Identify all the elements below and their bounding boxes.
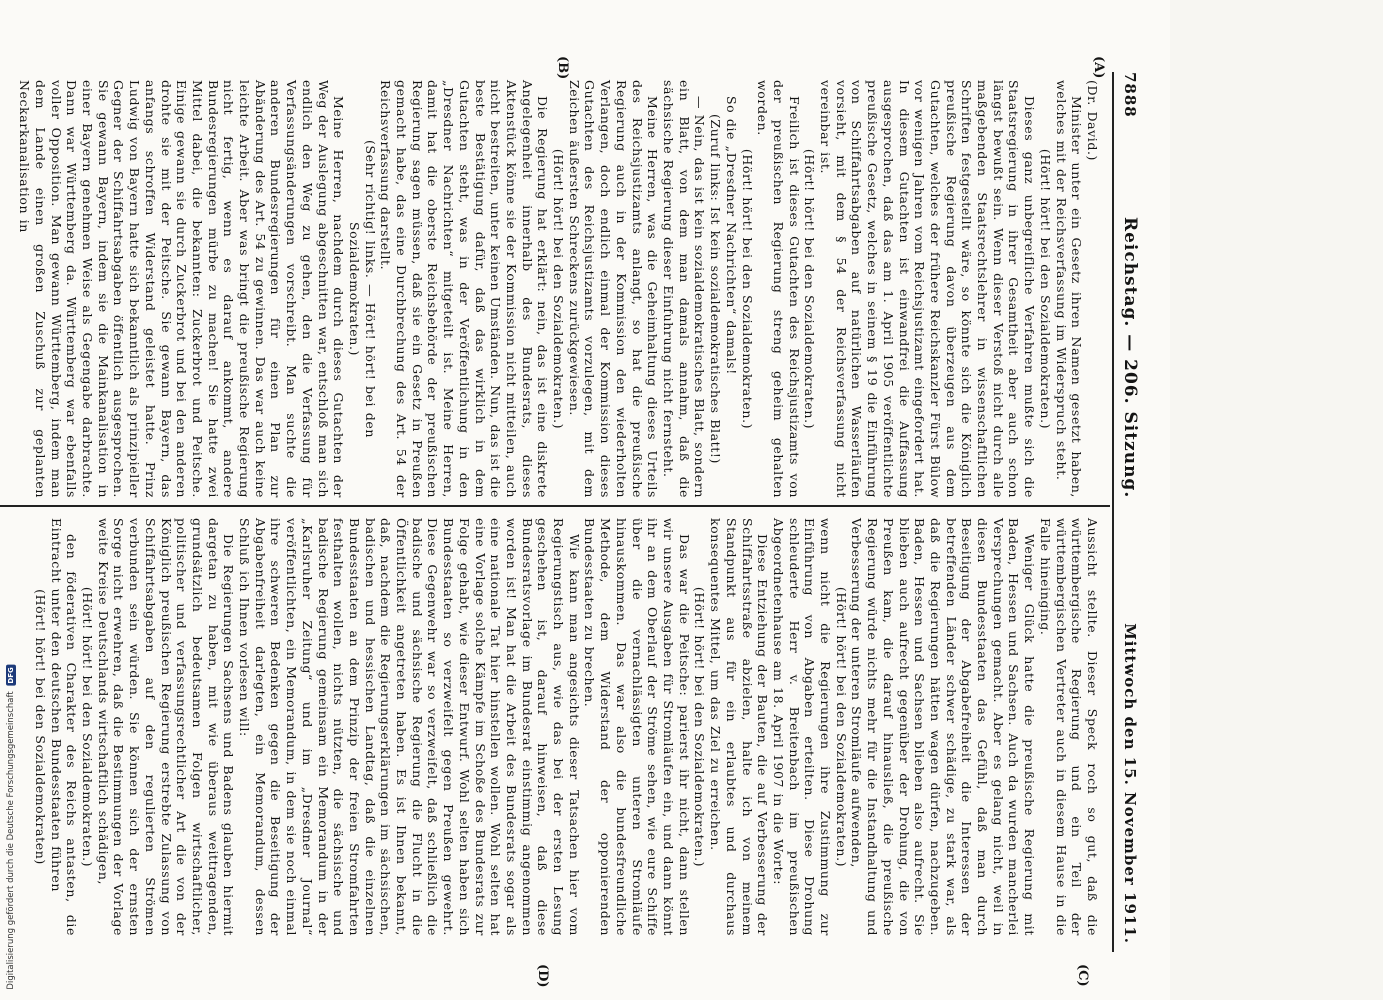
- left-paragraph: Meine Herren, was die Geheimhaltung dieses Urteils des Reichsjustizamts anlangt, so hat die preußische Regierung auch in der Kommission den wiederholten Verlangen, doch endlich einmal der Kommission dieses Gutachten des Reichsjustizamts vorzulegen, mit dem Zeichen äußersten Schreckens zurückgewiesen.: [566, 80, 661, 498]
- left-paragraph: — Nein, das ist kein sozialdemokratisches Blatt, sondern ein Blatt, von dem man damals annahm, daß die sächsische Regierung dieser Einfuhrung nicht fernsteht.: [661, 80, 708, 498]
- interjection: (Hört! hört! bei den Sozialdemokraten.): [833, 586, 849, 868]
- right-paragraph: Das war die Peitsche: parierst ihr nicht, dann stellen wir unsere Ausgaben für Stromläufen ein, und dann könnt ihr an dem Oberlauf der Ströme sehen, wie eure Schiffe über die vernachlässigten unteren Stromläufe hinauskommen. Das war also die bundesfreundliche Methode, dem Widerstand der opponierenden Bundesstaaten zu brechen.: [582, 518, 692, 936]
- quotation: den föderativen Charakter des Reichs antasten, die Eintracht unter den deutschen Bundesstaaten führen: [48, 518, 80, 936]
- header-date: Mittwoch den 15. November 1911.: [1121, 623, 1139, 944]
- left-paragraph: Dieses ganz unbegreifliche Verfahren mußte sich die Staatsregierung in ihrer Gesamtheit aber auch schon längst bewußt sein. Wenn dieser Verstoß nicht durch alle maßgebenden Staatsrechtslehrer in wissenschaftlichen Schriften festgestellt wäre, so könnte sich die Königlich preußische Regierung davon überzeugen aus dem Gutachten, welches der frühere Reichskanzler Fürst Bülow vor wenigen Jahren vom Reichsjustizamt eingefordert hat. In diesem Gutachten ist einwandfrei die Auffassung ausgesprochen, daß das am 1. April 1905 veröffentlichte preußische Gesetz, welches in seinem § 19 die Einführung von Schiffahrtsabgaben auf natürlichen Wasserläufen vorsieht, mit dem § 54 der Reichsverfassung nicht vereinbar ist.: [818, 80, 1038, 498]
- interjection: (Hört! hört! bei den Sozialdemokraten.): [739, 148, 755, 430]
- interjection: (Hört! hört! bei den Sozialdemokraten.): [802, 148, 818, 430]
- left-column: [17, 80, 1100, 498]
- quotation: Diese Entziehung der Bauten, die auf Verbesserung der Schiffahrtsstraße abzielen, halte ich von meinem Standpunkt aus für ein erlaubtes und durchaus konsequentes Mittel, um das Ziel zu erreichen.: [708, 518, 771, 936]
- left-paragraph: Meine Herren, nachdem durch dieses Gutachten der Weg der Auslegung abgeschnitten war, entschloß man sich endlich den Weg zu gehen, den die Verfassung für Verfassungsänderungen vorschreibt. Man suchte die anderen Bundesregierungen für einen Plan zur Abänderung des Art. 54 zu gewinnen. Das war auch keine leichte Arbeit. Aber was bringt die preußische Regierung nicht fertig, wenn es darauf ankommt, andere Bundesregierungen mürbe zu machen! Sie hatte zwei Mittel dabei, die bekannten: Zuckerbrot und Peitsche. Einige gewann sie durch Zuckerbrot und bei den anderen drohte sie mit der Peitsche. Sie gewann Bayern, das anfangs schroffen Widerstand geleistet hatte. Prinz Ludwig von Bayern hatte sich bekanntlich als prinzipieller Gegner der Schiffahrtsabgaben öffentlich ausgesprochen. Sie gewann Bayern, indem sie die Mainkanalisation in einer Bayern genehmen Weise als Gegengabe darbrachte. Dann war Württemberg da. Württemberg war ebenfalls voller Opposition. Man gewann Württemberg, indem man dem Lande einen großen Zuschuß zur geplanten Neckarkanalisation in: [17, 80, 347, 498]
- margin-mark-c: (C): [1075, 964, 1090, 987]
- left-paragraph: Freilich ist dieses Gutachten des Reichsjustizamts von der preußischen Regierung streng geheim gehalten worden.: [755, 80, 802, 498]
- digitization-credit: Digitalisierung gefördert durch die Deutsche Forschungsgemeinschaft: [6, 691, 16, 990]
- right-column: [32, 518, 1100, 936]
- left-paragraph: Minister unter ein Gesetz ihren Namen gesetzt haben, welches mit der Reichsverfassung im Widerspruch steht.: [1053, 80, 1085, 498]
- right-paragraph: wenn nicht die Regierungen ihre Zustimmung zur Einführung von Abgaben erteilten. Diese Drohung schleuderte Herr v. Breitenbach im preußischen Abgeordnetenhause am 18. April 1907 in die Worte:: [770, 518, 834, 936]
- interjection: (Sehr richtig! links. — Hört! hört! bei den Sozialdemokraten.): [346, 140, 378, 438]
- header-rule: [1112, 72, 1114, 952]
- interjection: (Hört! hört! bei den Sozialdemokraten.): [1037, 148, 1053, 430]
- interjection: (Hört! hört! bei den Sozialdemokraten.): [80, 586, 95, 868]
- interjection: (Hört! hört! bei den Sozialdemokraten.): [692, 586, 708, 868]
- digitization-footer: [6, 665, 16, 990]
- header-title: Reichstag. — 206. Sitzung.: [1120, 216, 1140, 499]
- column-divider: [0, 505, 1110, 507]
- page-number: 7888: [1121, 72, 1139, 118]
- margin-mark-d: (D): [535, 964, 550, 988]
- right-paragraph: Weniger Glück hatte die preußische Regierung mit Baden, Hessen und Sachsen. Auch da wurden mancherlei Versprechungen gemacht. Aber es gelang nicht, weil in diesen Bundesstaaten das Gefühl, daß man durch Beseitigung der Abgabefreiheit die Interessen der betreffenden Länder schwer schädige, zu stark war, als daß die Regierungen hätten wagen dürfen, nachzugeben. Baden, Hessen und Sachsen blieben also aufrecht. Sie blieben auch aufrecht gegenüber der Drohung, die von Preußen kam, die darauf hinausließ, die preußische Regierung würde nichts mehr für die Instandhaltung und Verbesserung der unteren Stromläufe aufwenden,: [849, 518, 1038, 936]
- margin-mark-a: (A): [1091, 56, 1106, 79]
- right-paragraph: Wie kann man angesichts dieser Tatsachen hier vom Regierungstisch aus, wie das bei der ersten Lesung geschehen ist, darauf hinweisen, daß diese Bundesratsvorlage im Bundesrat einstimmig angenommen worden ist! Man hat die Arbeit des Bundesrats sogar als eine nationale Tat hier hinstellen wollen. Wohl selten hat eine Vorlage solche Kämpfe im Schoße des Bundesrats zur Folge gehabt, wie dieser Entwurf. Wohl selten haben sich Bundesstaaten so verzweifelt gegen Preußen gewehrt. Diese Gegenwehr war so verzweifelt, daß schließlich die badische und sächsische Regierung die Flucht in die Öffentlichkeit angetreten haben. Es ist Ihnen bekannt, daß, nachdem die Regierungserklärungen im sächsischen, badischen und hessischen Landtag, daß die einzelnen Bundesstaaten an dem Prinzip der freien Stromfahrten festhalten wollen, nichts nützten, die sächsische und badische Regierung gemeinsam ein Memorandum in der „Karlsruher Zeitung“ und im „Dresdner Journal“ veröffentlichten, ein Memorandum, in dem sie noch einmal ihre schweren Bedenken gegen die Beseitigung der Abgabenfreiheit darlegten, ein Memorandum, dessen Schluß ich Ihnen vorlesen will:: [237, 518, 582, 936]
- interjection: (Hört! hört! bei den Sozialdemokraten.): [551, 148, 567, 430]
- speaker-label: (Dr. David.): [1085, 80, 1100, 162]
- interjection: (Hört! hört! bei den Sozialdemokraten): [32, 589, 48, 865]
- left-paragraph: So die „Dresdner Nachrichten“ damals!: [723, 96, 739, 375]
- interjection: (Zuruf links: Ist kein sozialdemokratisches Blatt!): [708, 113, 724, 464]
- right-paragraph: Aussicht stellte. Dieser Speck roch so gut, daß die württembergische Regierung und ein Teil der württembergischen Vertreter auch in diesem Hause in die Falle hineinging.: [1037, 518, 1100, 936]
- quotation: Die Regierungen Sachsens und Badens glauben hiermit dargetan zu haben, mit wie überaus weittragenden, grundsätzlich bedeutsamen Folgen wirtschaftlicher, politischer und verfassungsrechtlicher Art die von der Königlich preußischen Regierung erstrebte Zulassung von Schiffahrtsabgaben auf den regulierten Strömen verbunden sein würden. Sie können sich der ernsten Sorge nicht erwehren, daß die Bestimmungen der Vorlage weite Kreise Deutschlands wirtschaftlich schädigen,: [95, 518, 237, 936]
- dfg-logo: DFG: [7, 667, 15, 684]
- left-paragraph: Die Regierung hat erklärt: nein, das ist eine diskrete Angelegenheit innerhalb des Bundesrats, dieses Aktenstück könne sie der Kommission nicht mitteilen, auch nicht bestreiten, unter keinen Umständen. Nun, das ist die beste Bestätigung dafür, daß das wirklich in dem Gutachten steht, was in der Veröffentlichung in den „Dresdner Nachrichten“ mitgeteilt ist. Meine Herren, damit hat die oberste Reichsbehörde der preußischen Regierung sagen müssen, daß sie ein Gesetz in Preußen gemacht habe, das eine Durchbrechung des Art. 54 der Reichsverfassung darstellt.: [378, 80, 551, 498]
- margin-mark-b: (B): [555, 56, 570, 80]
- page-header: [1118, 72, 1142, 944]
